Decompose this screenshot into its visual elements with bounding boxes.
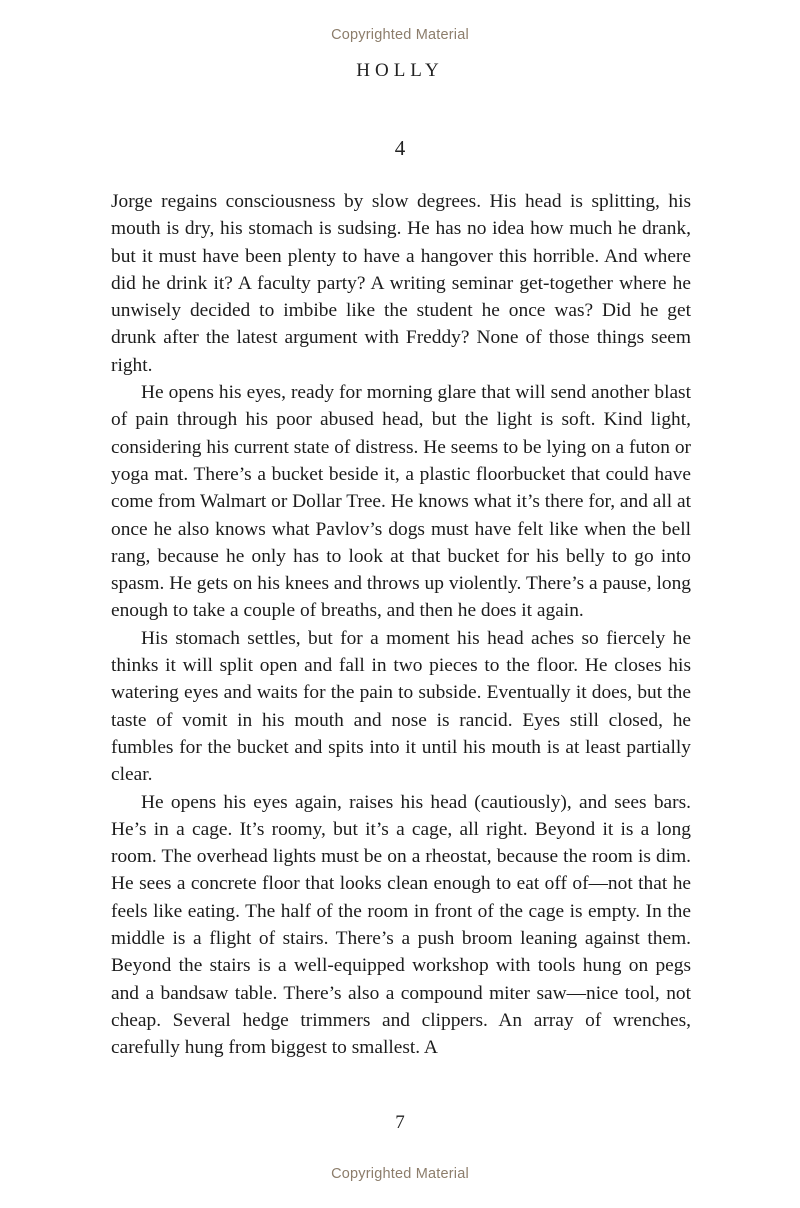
- paragraph: His stomach settles, but for a moment his head aches so fiercely he thinks it will split open and fall in two pieces to the floor. He closes his watering eyes and waits for the pain to subside. Eventually it does, but the taste of vomit in his mouth and nose is rancid. Eyes still closed, he fumbles for the bucket and spits into it until his mouth is at least partially clear.: [111, 627, 691, 786]
- paragraph: He opens his eyes again, raises his head (cautiously), and sees bars. He’s in a cage. It’s roomy, but it’s a cage, all right. Beyond it is a long room. The overhead lights must be on a rheostat, because the room is dim. He sees a concrete floor that looks clean enough to eat off of—not that he feels like eating. The half of the room in front of the cage is empty. In the middle is a flight of stairs. There’s a push broom leaning against them. Beyond the stairs is a well-equipped workshop with tools hung on pegs and a bandsaw table. There’s also a compound miter saw—nice tool, not cheap. Several hedge trimmers and clippers. An array of wrenches, carefully hung from biggest to smallest. A: [111, 791, 691, 1059]
- page-number: 7: [395, 1112, 405, 1133]
- paragraph: Jorge regains consciousness by slow degrees. His head is splitting, his mouth is dry, his stomach is sudsing. He has no idea how much he drank, but it must have been plenty to have a hangover this horrible. And where did he drink it? A faculty party? A writing seminar get-together where he unwisely decided to imbibe like the student he once was? Did he get drunk after the latest argument with Freddy? None of those things seem right.: [111, 191, 691, 376]
- book-title: HOLLY: [356, 60, 444, 81]
- copyright-notice-bottom: Copyrighted Material: [331, 1166, 469, 1182]
- copyright-notice-top: Copyrighted Material: [331, 27, 469, 43]
- paragraph: He opens his eyes, ready for morning glare that will send another blast of pain through his poor abused head, but the light is soft. Kind light, considering his current state of distress. He seems to be lying on a futon or yoga mat. There’s a bucket beside it, a plastic floorbucket that could have come from Walmart or Dollar Tree. He knows what it’s there for, and all at once he also knows what Pavlov’s dogs must have felt like when the bell rang, because he only has to look at that bucket for his belly to go into spasm. He gets on his knees and throws up violently. There’s a pause, long enough to take a couple of breaths, and then he does it again.: [111, 382, 691, 622]
- body-text: [111, 188, 691, 1062]
- chapter-number: 4: [394, 136, 406, 160]
